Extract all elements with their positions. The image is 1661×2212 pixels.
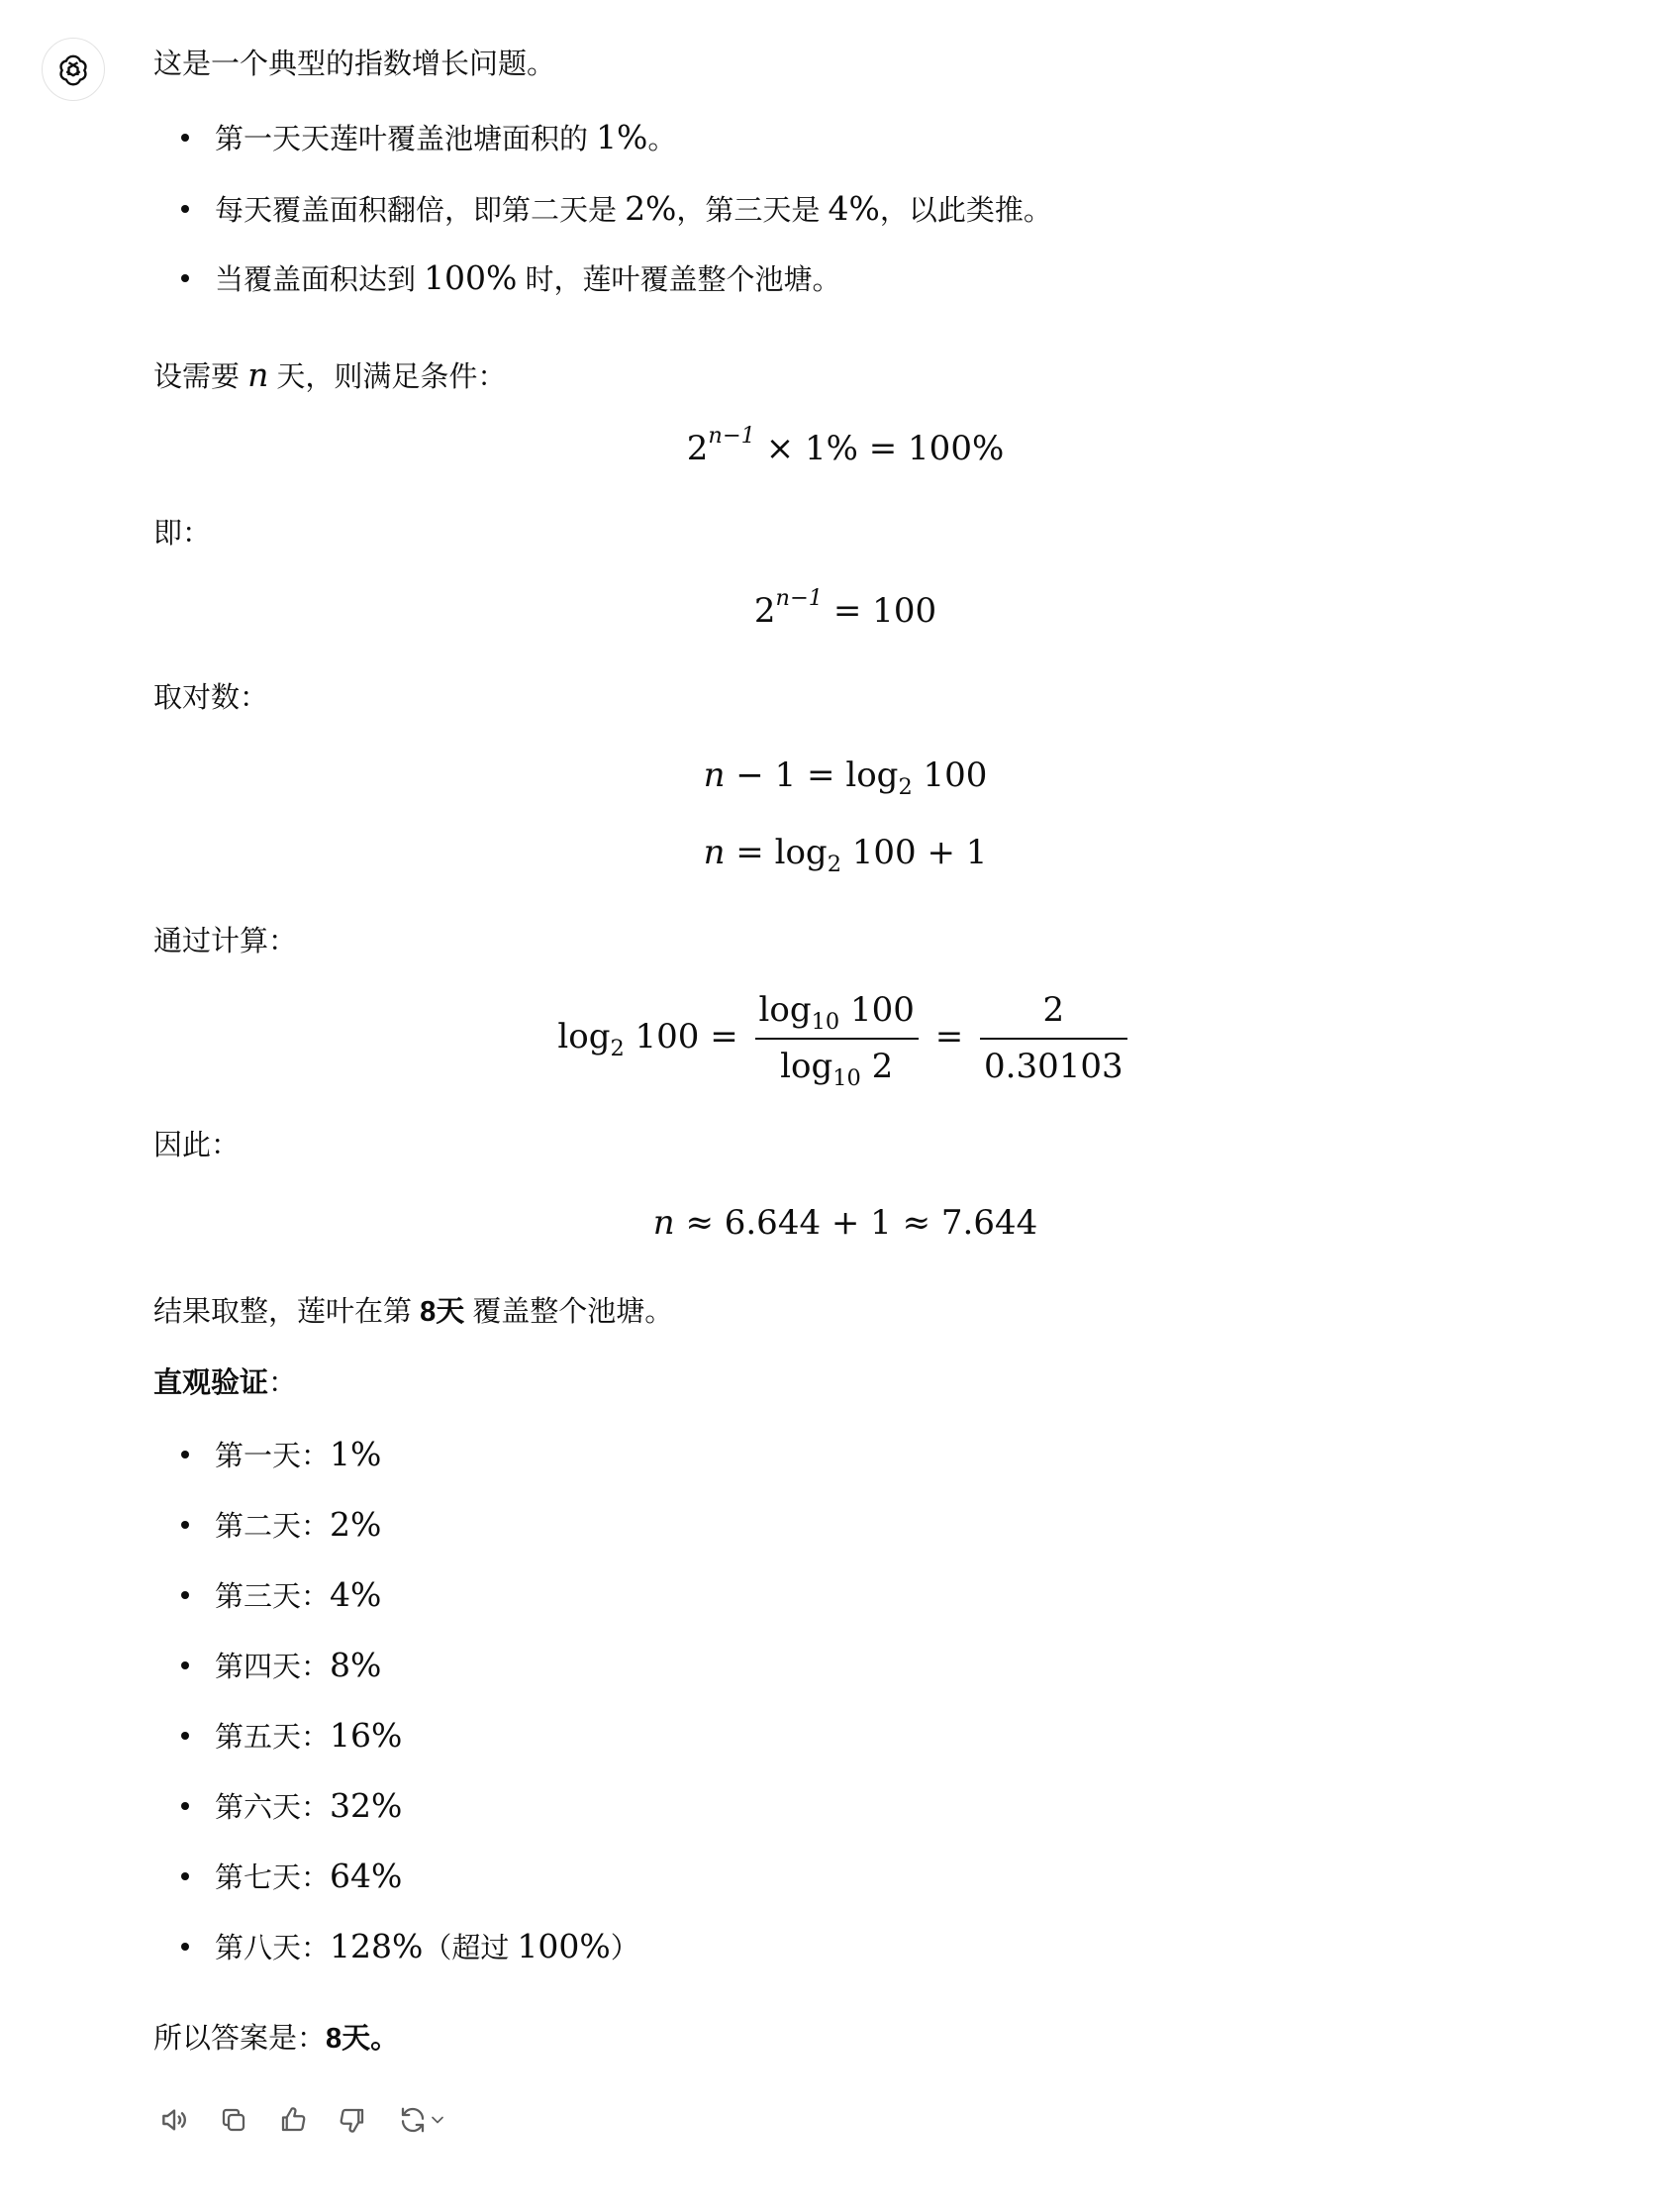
- assistant-avatar: [42, 38, 105, 101]
- result-paragraph: 结果取整，莲叶在第 8天 覆盖整个池塘。: [153, 1296, 674, 1328]
- list-item: 第一天：1%: [215, 1430, 381, 1479]
- regenerate-button[interactable]: [391, 2099, 454, 2141]
- equation-5: $\log_2 100$ = $\frac{\log_{10} 100}{\log_{10} 2}$ = $\frac{2}{0.30103}$: [153, 985, 1537, 1092]
- therefore-label: 因此：: [153, 1130, 241, 1161]
- good-response-button[interactable]: [272, 2099, 314, 2141]
- list-item: 第五天：16%: [215, 1711, 402, 1760]
- answer-paragraph: 所以答案是：8天。: [153, 2023, 400, 2055]
- regenerate-icon: [398, 2105, 428, 2135]
- list-item: 第三天：4%: [215, 1570, 381, 1620]
- equation-3: $n - 1 = \log_2 100$: [703, 755, 988, 800]
- calc-label: 通过计算：: [153, 926, 298, 957]
- verify-label: 直观验证：: [153, 1367, 298, 1399]
- ji-label: 即：: [153, 518, 212, 550]
- copy-icon: [219, 2105, 248, 2135]
- copy-button[interactable]: [213, 2099, 254, 2141]
- list-item: 每天覆盖面积翻倍，即第二天是 2%，第三天是 4%，以此类推。: [215, 184, 1052, 234]
- log-label: 取对数：: [153, 682, 269, 714]
- list-item: 第四天：8%: [215, 1641, 381, 1690]
- thumbs-down-icon: [338, 2105, 367, 2135]
- openai-logo-icon: [55, 51, 91, 87]
- setup-paragraph: 设需要 n 天，则满足条件：: [153, 355, 507, 394]
- chevron-down-icon: [428, 2110, 447, 2130]
- equation-4: $n = \log_2 100 + 1$: [703, 833, 988, 877]
- list-item: 当覆盖面积达到 100% 时，莲叶覆盖整个池塘。: [215, 253, 840, 303]
- message-actions: [153, 2099, 454, 2141]
- equation-1: $2^{n-1} \times 1\% = 100\%$: [686, 423, 1005, 468]
- equation-6: n ≈ 6.644 + 1 ≈ 7.644: [652, 1203, 1038, 1243]
- list-item: 第六天：32%: [215, 1781, 402, 1831]
- read-aloud-button[interactable]: [153, 2099, 195, 2141]
- thumbs-up-icon: [278, 2105, 308, 2135]
- list-item: 第二天：2%: [215, 1500, 381, 1550]
- list-item: 第八天：128%（超过 100%）: [215, 1922, 639, 1971]
- equation-2: $2^{n-1} = 100$: [753, 585, 937, 631]
- list-item: 第一天天莲叶覆盖池塘面积的 1%。: [215, 113, 676, 162]
- list-item: 第七天：64%: [215, 1852, 402, 1901]
- bad-response-button[interactable]: [332, 2099, 373, 2141]
- speaker-icon: [158, 2104, 190, 2136]
- intro-paragraph: 这是一个典型的指数增长问题。: [153, 49, 556, 80]
